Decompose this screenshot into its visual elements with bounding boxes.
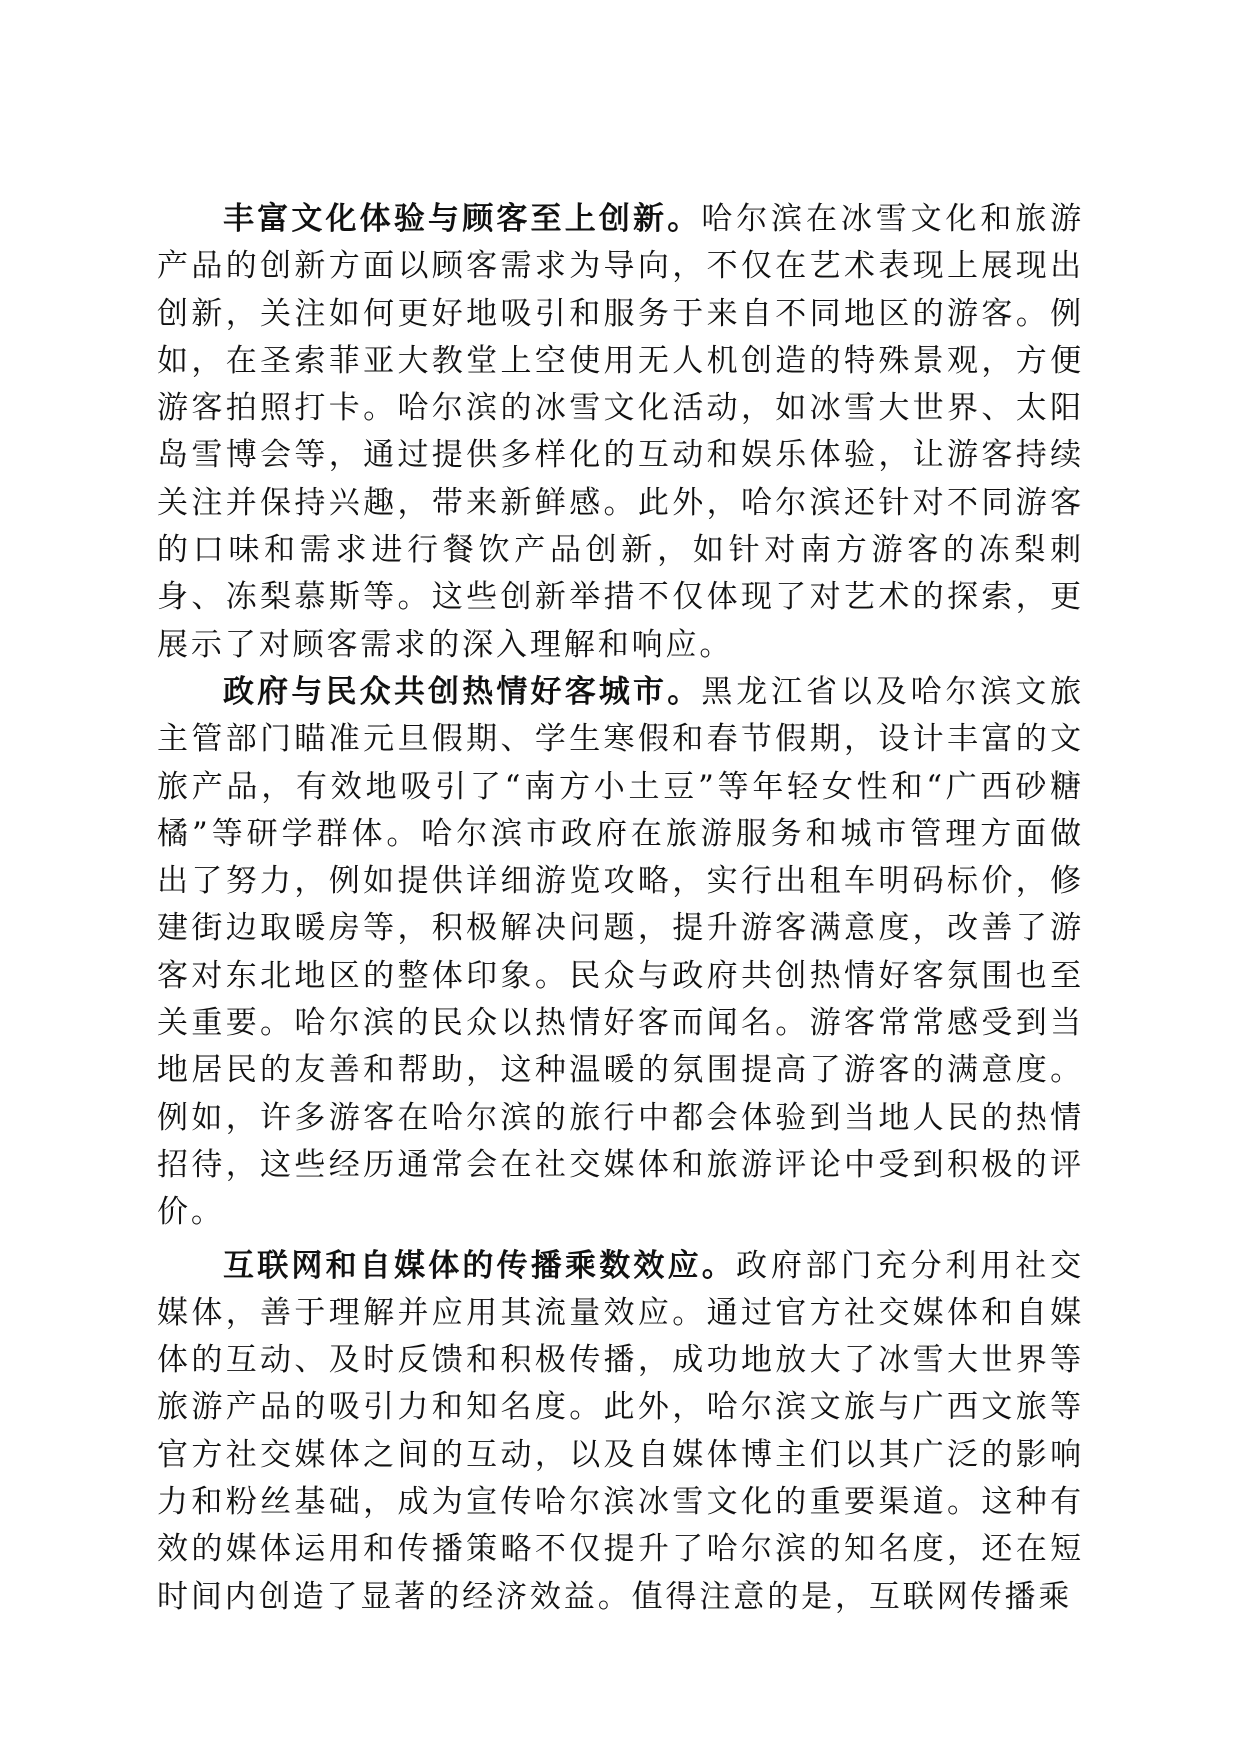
paragraph-text: 黑龙江省以及哈尔滨文旅主管部门瞄准元旦假期、学生寒假和春节假期，设计丰富的文旅产品，有效地吸引了“南方小土豆”等年轻女性和“广西砂糖橘”等研学群体。哈尔滨市政府在旅游服务和城市管理方面做出了努力，例如提供详细游览攻略，实行出租车明码标价，修建街边取暖房等，积极解决问题，提升游客满意度，改善了游客对东北地区的整体印象。民众与政府共创热情好客氛围也至关重要。哈尔滨的民众以热情好客而闻名。游客常常感受到当地居民的友善和帮助，这种温暖的氛围提高了游客的满意度。例如，许多游客在哈尔滨的旅行中都会体验到当地人民的热情招待，这些经历通常会在社交媒体和旅游评论中受到积极的评价。 (157, 673, 1084, 1231)
paragraph-text: 哈尔滨在冰雪文化和旅游产品的创新方面以顾客需求为导向，不仅在艺术表现上展现出创新，关注如何更好地吸引和服务于来自不同地区的游客。例如，在圣索菲亚大教堂上空使用无人机创造的特殊景观，方便游客拍照打卡。哈尔滨的冰雪文化活动，如冰雪大世界、太阳岛雪博会等，通过提供多样化的互动和娱乐体验，让游客持续关注并保持兴趣，带来新鲜感。此外，哈尔滨还针对不同游客的口味和需求进行餐饮产品创新，如针对南方游客的冻梨刺身、冻梨慕斯等。这些创新举措不仅体现了对艺术的探索，更展示了对顾客需求的深入理解和响应。 (157, 201, 1084, 663)
document-body (157, 196, 1084, 1621)
paragraph-heading: 互联网和自媒体的传播乘数效应。 (223, 1247, 736, 1284)
paragraph-text: 政府部门充分利用社交媒体，善于理解并应用其流量效应。通过官方社交媒体和自媒体的互动、及时反馈和积极传播，成功地放大了冰雪大世界等旅游产品的吸引力和知名度。此外，哈尔滨文旅与广西文旅等官方社交媒体之间的互动，以及自媒体博主们以其广泛的影响力和粉丝基础，成为宣传哈尔滨冰雪文化的重要渠道。这种有效的媒体运用和传播策略不仅提升了哈尔滨的知名度，还在短时间内创造了显著的经济效益。值得注意的是，互联网传播乘 (157, 1247, 1084, 1615)
paragraph-heading: 丰富文化体验与顾客至上创新。 (223, 201, 702, 237)
paragraph-heading: 政府与民众共创热情好客城市。 (223, 673, 702, 710)
paragraph-government-and-citizens (157, 669, 1084, 1237)
paragraph-internet-media (157, 1243, 1084, 1621)
paragraph-cultural-experience (157, 196, 1084, 669)
